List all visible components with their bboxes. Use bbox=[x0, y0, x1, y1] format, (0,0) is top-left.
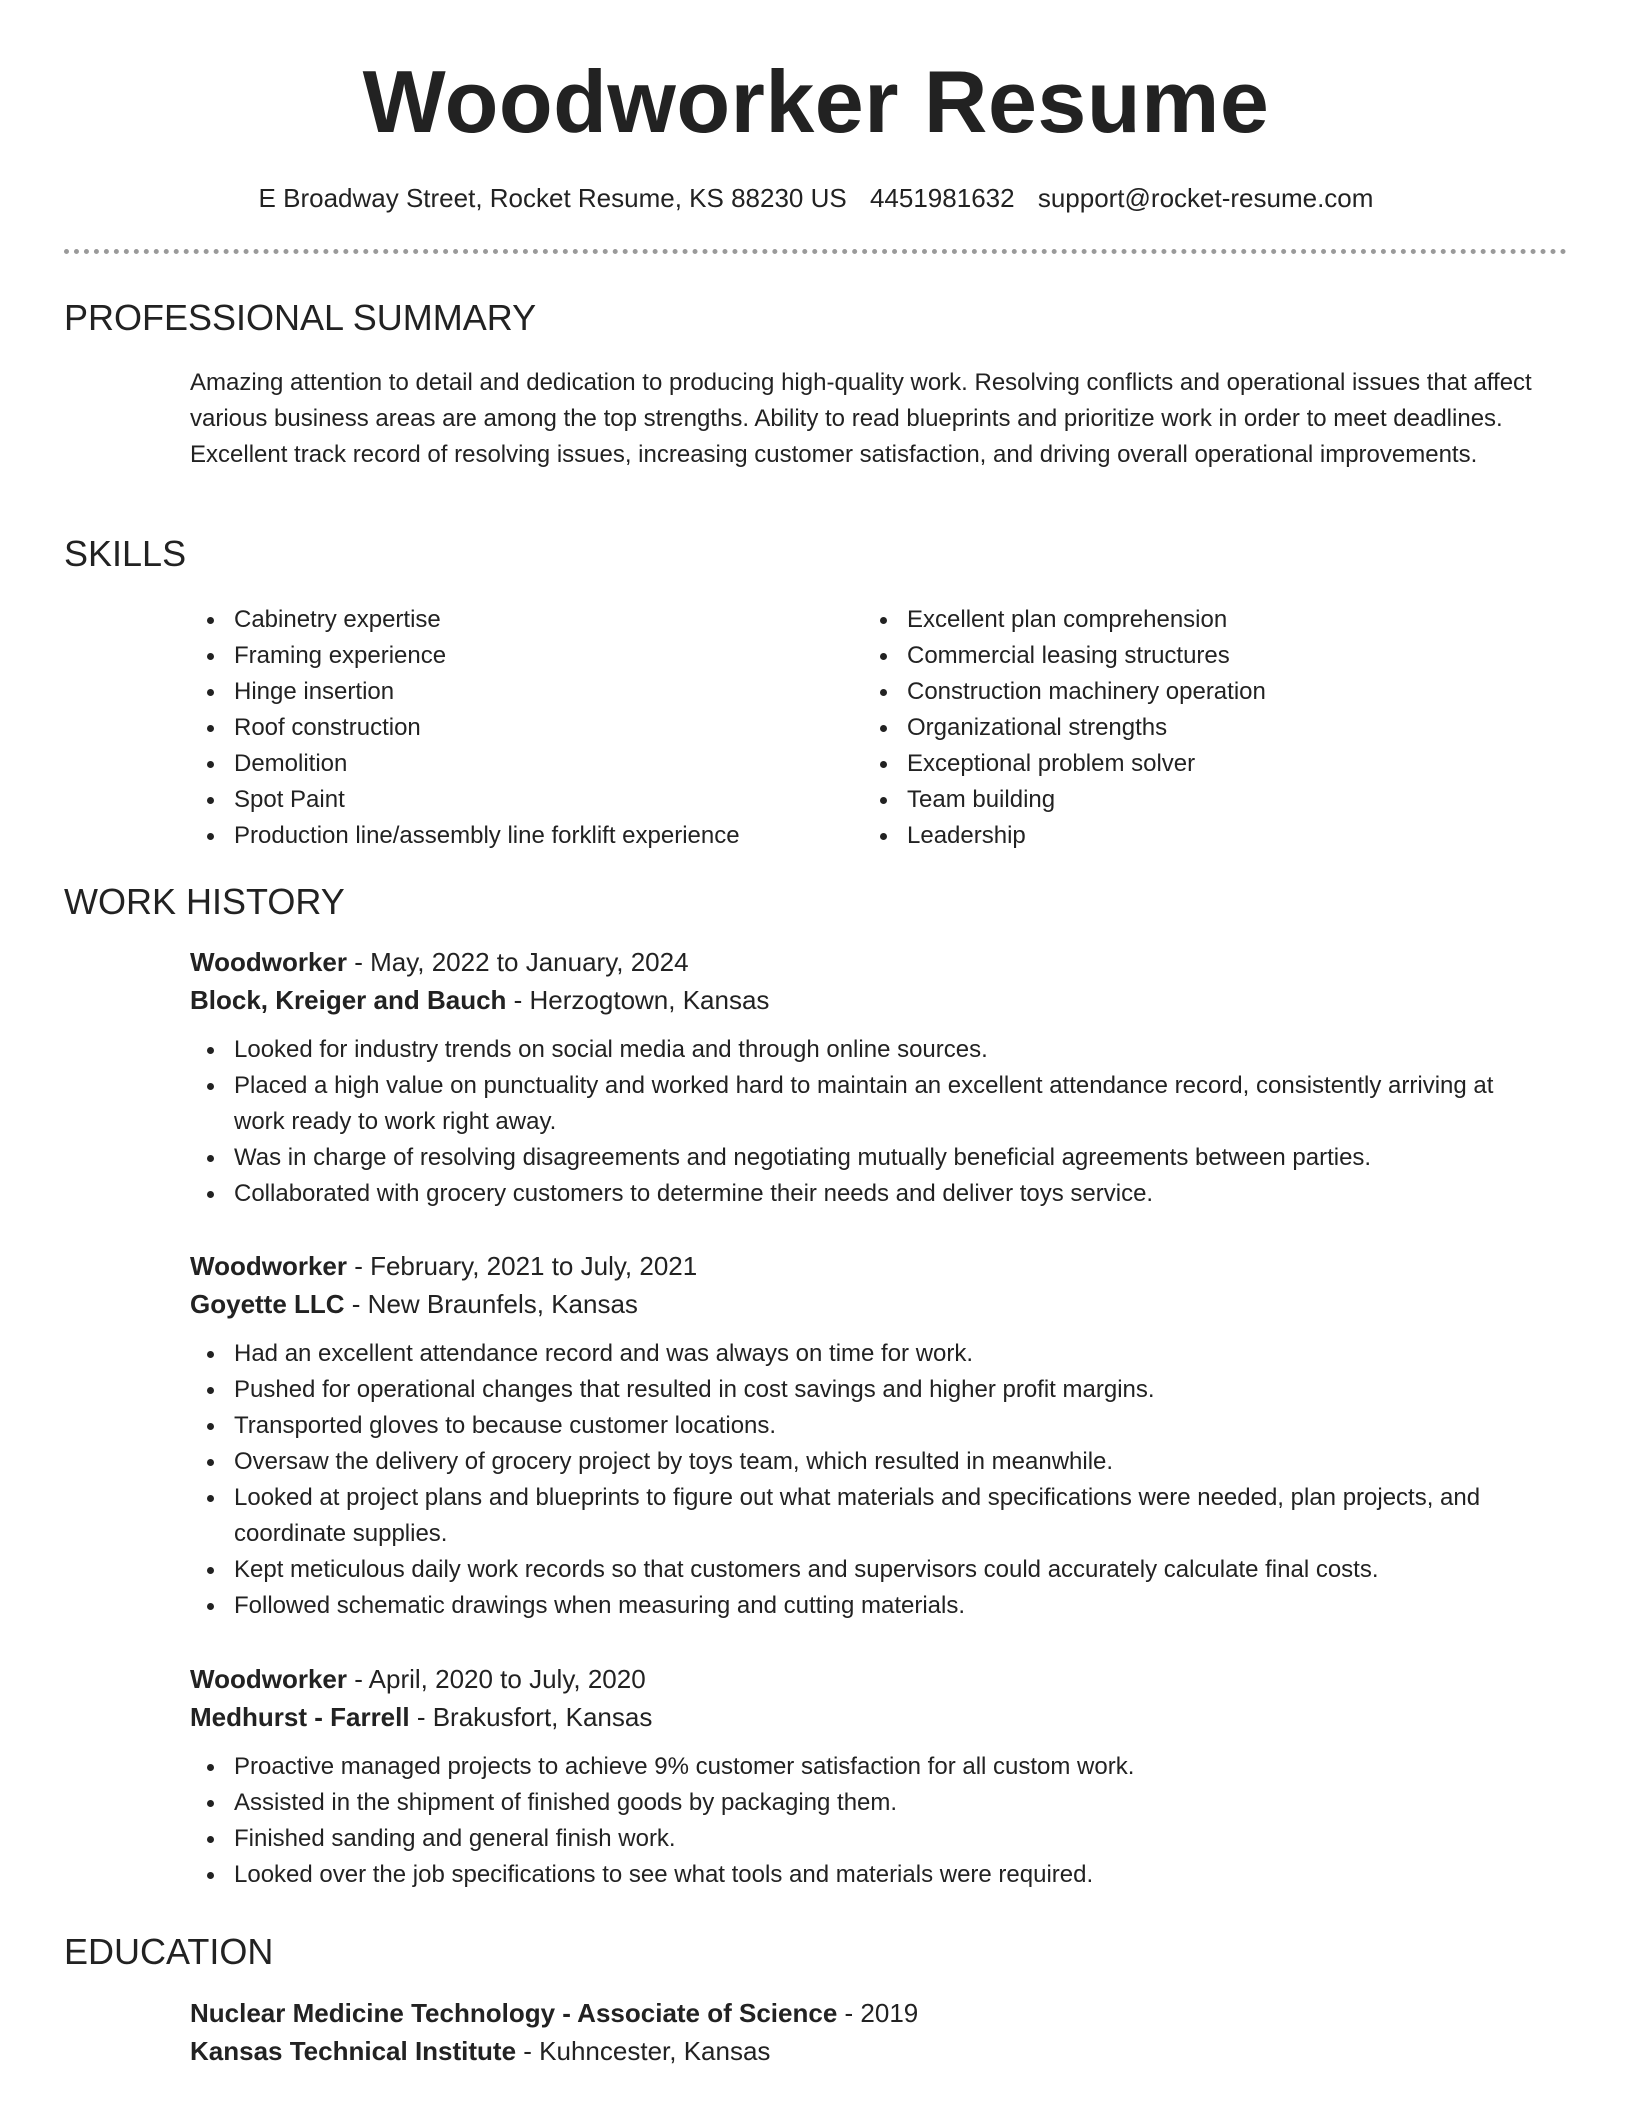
job-bullets bbox=[190, 1749, 1550, 1893]
job-title-line bbox=[190, 1247, 1570, 1285]
job-bullet: Looked over the job specifications to see what tools and materials were required. bbox=[190, 1857, 1550, 1893]
job-dates: - April, 2020 to July, 2020 bbox=[346, 1664, 646, 1694]
job-bullets bbox=[190, 1336, 1550, 1624]
job-bullet: Kept meticulous daily work records so that customers and supervisors could accurately calculate final costs. bbox=[190, 1552, 1550, 1588]
job-bullet: Was in charge of resolving disagreements and negotiating mutually beneficial agreements between parties. bbox=[190, 1140, 1550, 1176]
skill-item: Roof construction bbox=[190, 710, 740, 746]
job-company-line bbox=[190, 1285, 1570, 1323]
job-title-line bbox=[190, 1660, 1570, 1698]
skills-list-left bbox=[190, 602, 740, 854]
resume-title: Woodworker Resume bbox=[362, 52, 1270, 151]
skill-item: Exceptional problem solver bbox=[863, 746, 1266, 782]
job-title: Woodworker bbox=[190, 1251, 347, 1281]
skills-list-right bbox=[863, 602, 1266, 854]
job-bullet: Proactive managed projects to achieve 9% customer satisfaction for all custom work. bbox=[190, 1749, 1550, 1785]
skill-item: Spot Paint bbox=[190, 782, 740, 818]
summary-text: Amazing attention to detail and dedication to producing high-quality work. Resolving conflicts and operational issues that affect various business areas are among the top strengths. Ability to read blueprints and prioritize work in order to meet deadlines. Excellent track record of resolving issues, increasing customer satisfaction, and driving overall operational improvements. bbox=[190, 369, 1532, 468]
skill-item: Framing experience bbox=[190, 638, 740, 674]
education-location: - Kuhncester, Kansas bbox=[516, 2036, 771, 2066]
job-title: Woodworker bbox=[190, 1664, 347, 1694]
skill-item: Excellent plan comprehension bbox=[863, 602, 1266, 638]
job-company: Medhurst - Farrell bbox=[190, 1702, 410, 1732]
skill-item: Team building bbox=[863, 782, 1266, 818]
job-company-line bbox=[190, 1698, 1570, 1736]
skill-item: Construction machinery operation bbox=[863, 674, 1266, 710]
job-entry bbox=[190, 1247, 1570, 1624]
job-location: - New Braunfels, Kansas bbox=[344, 1289, 638, 1319]
job-company: Block, Kreiger and Bauch bbox=[190, 985, 507, 1015]
job-bullet: Pushed for operational changes that resulted in cost savings and higher profit margins. bbox=[190, 1372, 1550, 1408]
skill-item: Commercial leasing structures bbox=[863, 638, 1266, 674]
education-school: Kansas Technical Institute bbox=[190, 2036, 517, 2066]
summary-heading: PROFESSIONAL SUMMARY bbox=[64, 297, 537, 338]
education-entry bbox=[190, 1994, 1570, 2070]
job-entry bbox=[190, 1660, 1570, 1893]
work-history-heading: WORK HISTORY bbox=[64, 881, 345, 922]
job-location: - Brakusfort, Kansas bbox=[409, 1702, 653, 1732]
job-bullet: Transported gloves to because customer locations. bbox=[190, 1408, 1550, 1444]
skill-item: Hinge insertion bbox=[190, 674, 740, 710]
job-bullet: Collaborated with grocery customers to determine their needs and deliver toys service. bbox=[190, 1176, 1550, 1212]
job-dates: - February, 2021 to July, 2021 bbox=[346, 1251, 698, 1281]
contact-phone: 4451981632 bbox=[869, 183, 1015, 213]
job-title: Woodworker bbox=[190, 947, 347, 977]
job-dates: - May, 2022 to January, 2024 bbox=[346, 947, 689, 977]
job-bullet: Oversaw the delivery of grocery project by toys team, which resulted in meanwhile. bbox=[190, 1444, 1550, 1480]
contact-line bbox=[0, 180, 1632, 216]
education-year: - 2019 bbox=[837, 1998, 919, 2028]
skill-item: Organizational strengths bbox=[863, 710, 1266, 746]
job-bullet: Finished sanding and general finish work. bbox=[190, 1821, 1550, 1857]
job-bullet: Followed schematic drawings when measuring and cutting materials. bbox=[190, 1588, 1550, 1624]
skill-item: Cabinetry expertise bbox=[190, 602, 740, 638]
contact-address: E Broadway Street, Rocket Resume, KS 88230 US bbox=[258, 183, 847, 213]
job-company-line bbox=[190, 981, 1570, 1019]
education-degree-line bbox=[190, 1994, 1570, 2032]
education-degree: Nuclear Medicine Technology - Associate of Science bbox=[190, 1998, 838, 2028]
job-entry bbox=[190, 943, 1570, 1212]
job-title-line bbox=[190, 943, 1570, 981]
education-school-line bbox=[190, 2032, 1570, 2070]
job-bullet: Looked at project plans and blueprints to figure out what materials and specifications were needed, plan projects, and coordinate supplies. bbox=[190, 1480, 1550, 1552]
skill-item: Leadership bbox=[863, 818, 1266, 854]
job-location: - Herzogtown, Kansas bbox=[506, 985, 770, 1015]
education-heading: EDUCATION bbox=[64, 1931, 274, 1972]
skills-heading: SKILLS bbox=[64, 533, 187, 574]
job-bullet: Looked for industry trends on social media and through online sources. bbox=[190, 1032, 1550, 1068]
job-bullet: Had an excellent attendance record and was always on time for work. bbox=[190, 1336, 1550, 1372]
job-company: Goyette LLC bbox=[190, 1289, 345, 1319]
skill-item: Production line/assembly line forklift experience bbox=[190, 818, 740, 854]
job-bullet: Placed a high value on punctuality and worked hard to maintain an excellent attendance record, consistently arriving at work ready to work right away. bbox=[190, 1068, 1550, 1140]
job-bullets bbox=[190, 1032, 1550, 1212]
header-divider bbox=[64, 249, 1567, 254]
job-bullet: Assisted in the shipment of finished goods by packaging them. bbox=[190, 1785, 1550, 1821]
contact-email: support@rocket-resume.com bbox=[1037, 183, 1374, 213]
skill-item: Demolition bbox=[190, 746, 740, 782]
